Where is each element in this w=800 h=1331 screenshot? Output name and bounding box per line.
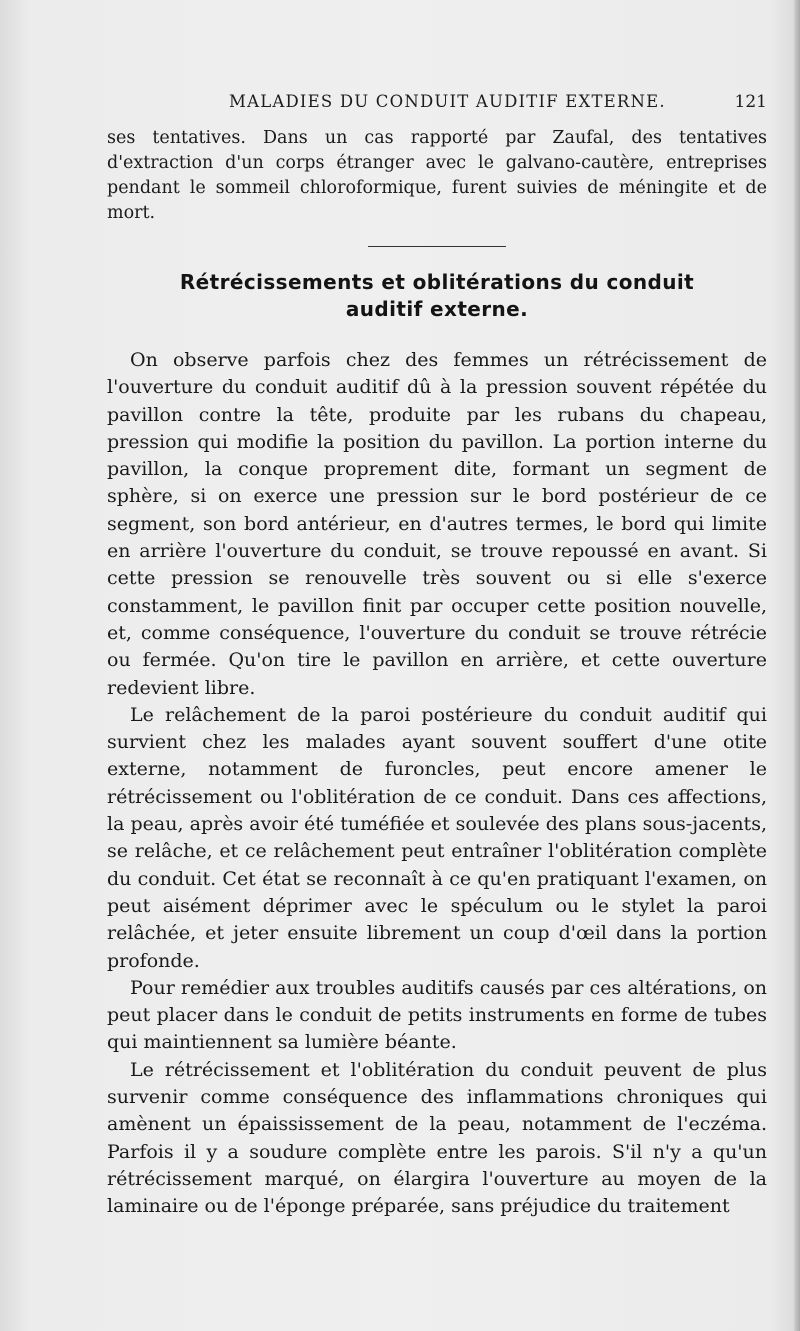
paragraph-3: Pour remédier aux troubles auditifs causés par ces altérations, on peut placer dans le conduit de petits instruments en forme de tubes qui maintiennent sa lumière béante. [107,976,767,1054]
paragraph-2: Le relâchement de la paroi postérieure du conduit auditif qui survient chez les malades ayant souvent souffert d'une otite externe, notamment de furoncles, peut encore amener le rétrécissement ou l'oblitération de ce conduit. Dans ces affections, la peau, après avoir été tuméfiée et soulevée des plans sous-jacents, se relâche, et ce relâchement peut entraîner l'oblitération complète du conduit. Cet état se reconnaît à ce qu'en pratiquant l'examen, on peut aisément déprimer avec le spéculum ou le stylet la paroi relâchée, et jeter ensuite librement un coup d'œil dans la portion profonde. [107,703,767,972]
page-edge-shadow [794,0,800,1331]
running-header [107,88,767,118]
section-heading-line-1: Rétrécissements et oblitérations du conduit [179,270,695,294]
section-divider-rule [368,246,506,247]
running-title: MALADIES DU CONDUIT AUDITIF EXTERNE. [229,92,666,111]
page-body [107,126,767,1221]
continuation-paragraph: ses tentatives. Dans un cas rapporté par Zaufal, des tentatives d'extraction d'un corps étranger avec le galvano-cautère, entreprises pendant le sommeil chloroformique, furent suivies de méningite et de mort. [107,128,767,223]
paragraph-4: Le rétrécissement et l'oblitération du conduit peuvent de plus survenir comme conséquence des inflammations chroniques qui amènent un épaississement de la peau, notamment de l'eczéma. Parfois il y a soudure complète entre les parois. S'il n'y a qu'un rétrécissement marqué, on élargira l'ouverture au moyen de la laminaire ou de l'éponge préparée, sans préjudice du traitement [107,1058,767,1218]
page-number: 121 [734,92,767,112]
section-heading [107,269,767,323]
paragraph-1: On observe parfois chez des femmes un rétrécissement de l'ouverture du conduit auditif dû à la pression souvent répétée du pavillon contre la tête, produite par les rubans du chapeau, pression qui modifie la position du pavillon. La portion interne du pavillon, la conque proprement dite, formant un segment de sphère, si on exerce une pression sur le bord postérieur de ce segment, son bord antérieur, en d'autres termes, le bord qui limite en arrière l'ouverture du conduit, se trouve repoussé en avant. Si cette pression se renouvelle très souvent ou si elle s'exerce constamment, le pavillon finit par occuper cette position nouvelle, et, comme conséquence, l'ouverture du conduit se trouve rétrécie ou fermée. Qu'on tire le pavillon en arrière, et cette ouverture redevient libre. [107,349,767,699]
section-heading-line-2: auditif externe. [345,297,529,321]
